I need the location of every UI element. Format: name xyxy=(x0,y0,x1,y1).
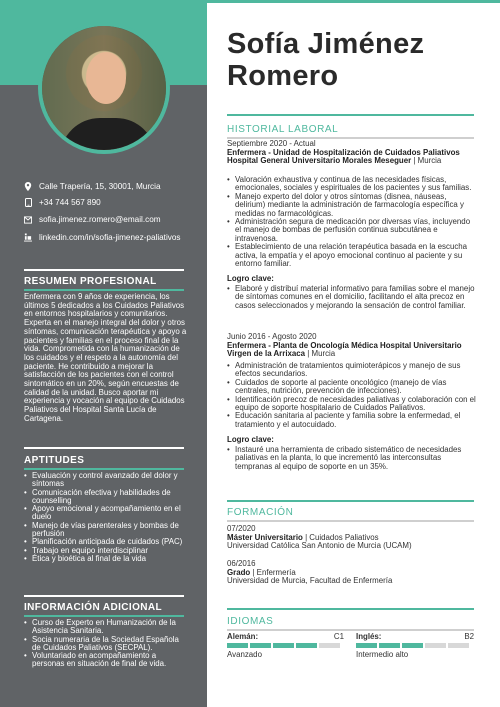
job-1-place: | Murcia xyxy=(411,156,442,166)
contact-email[interactable] xyxy=(24,215,161,224)
contact-address-text: Calle Trapería, 15, 30001, Murcia xyxy=(39,182,161,191)
education-divider-top xyxy=(227,500,474,502)
skill-item: • Manejo de vías parenterales y bombas de perfusión xyxy=(24,522,189,539)
linkedin-icon xyxy=(24,234,32,242)
name-line-1: Sofía Jiménez xyxy=(227,28,425,60)
language-level-segment xyxy=(448,643,469,648)
education-2-school: Universidad de Murcia, Facultad de Enfermería xyxy=(227,576,393,586)
contact-linkedin-text[interactable]: linkedin.com/in/sofia-jimenez-paliativos xyxy=(39,233,181,242)
language-german xyxy=(227,632,344,641)
additional-list xyxy=(24,619,189,669)
language-level-segment xyxy=(227,643,248,648)
language-german-label: Avanzado xyxy=(227,650,262,659)
job-1-duty: • Manejo experto del dolor y otros síntomas (disnea, náuseas, delirium) mediante la administración de farmacología específica y medidas no farmacológicas. xyxy=(227,193,477,218)
skills-divider xyxy=(24,468,184,470)
language-english xyxy=(356,632,474,641)
education-1-degree: Máster Universitario xyxy=(227,532,303,542)
summary-divider xyxy=(24,289,184,291)
job-1-duty: • Valoración exhaustiva y continua de las necesidades físicas, emocionales, sociales y espirituales de los pacientes y sus familias. xyxy=(227,176,477,193)
history-title: HISTORIAL LABORAL xyxy=(227,124,339,135)
additional-title: INFORMACIÓN ADICIONAL xyxy=(24,602,163,613)
job-2-key-label-text: Logro clave: xyxy=(227,435,274,444)
language-english-name: Inglés: xyxy=(356,632,382,641)
skills-title: APTITUDES xyxy=(24,455,85,466)
education-2-date: 06/2016 xyxy=(227,559,256,568)
job-2-role: Enfermera - Planta de Oncología Médica Hospital Universitario Virgen de la Arrixaca xyxy=(227,340,462,359)
additional-item: • Curso de Experto en Humanización de la Asistencia Sanitaria. xyxy=(24,619,189,636)
language-level-segment xyxy=(402,643,423,648)
language-level-segment xyxy=(356,643,377,648)
education-title: FORMACIÓN xyxy=(227,507,294,518)
job-1-key-item: • Elaboré y distribuí material informativo para familias sobre el manejo de síntomas comunes en el domicilio, facilitando el alta precoz en casos seleccionados y mejorando la sensación de control familiar. xyxy=(227,285,477,310)
job-2-dates: Junio 2016 - Agosto 2020 xyxy=(227,332,317,341)
job-2-key-label xyxy=(227,436,477,445)
skill-item: • Comunicación efectiva y habilidades de counselling xyxy=(24,489,189,506)
language-english-label: Intermedio alto xyxy=(356,650,409,659)
skill-item: • Trabajo en equipo interdisciplinar xyxy=(24,547,189,555)
job-1-duties xyxy=(227,176,477,268)
skill-item: • Evaluación y control avanzado del dolor y síntomas xyxy=(24,472,189,489)
language-level-segment xyxy=(250,643,271,648)
education-item-2 xyxy=(227,560,477,586)
job-2-place: | Murcia xyxy=(305,349,336,359)
location-pin-icon xyxy=(24,183,32,191)
additional-divider-top xyxy=(24,595,184,597)
language-english-bar xyxy=(356,643,469,648)
education-item-1 xyxy=(227,525,477,551)
job-2-header xyxy=(227,333,477,359)
language-german-bar xyxy=(227,643,340,648)
contact-phone-text: +34 744 567 890 xyxy=(39,198,101,207)
contact-email-text[interactable]: sofia.jimenez.romero@email.com xyxy=(39,215,161,224)
language-german-name: Alemán: xyxy=(227,632,259,641)
job-1-header xyxy=(227,140,477,166)
summary-divider-top xyxy=(24,269,184,271)
job-1-role: Enfermera - Unidad de Hospitalización de Cuidados Paliativos Hospital General Universitario Morales Meseguer xyxy=(227,147,460,166)
name-line-2: Romero xyxy=(227,60,339,92)
contact-linkedin[interactable] xyxy=(24,233,181,242)
job-1-key-label xyxy=(227,275,477,284)
language-level-segment xyxy=(273,643,294,648)
job-1-key-label-text: Logro clave: xyxy=(227,274,274,283)
language-level-segment xyxy=(379,643,400,648)
skills-list xyxy=(24,472,189,563)
skill-item: • Planificación anticipada de cuidados (PAC) xyxy=(24,538,189,546)
job-2-duty: • Administración de tratamientos quimioterápicos y manejo de sus efectos secundarios. xyxy=(227,362,477,379)
additional-item: • Voluntariado en acompañamiento a personas en situación de final de vida. xyxy=(24,652,189,669)
education-divider xyxy=(227,520,474,522)
languages-divider xyxy=(227,629,474,631)
language-level-segment xyxy=(319,643,340,648)
job-2-duty: • Identificación precoz de necesidades paliativas y colaboración con el equipo de soporte hospitalario de Cuidados Paliativos. xyxy=(227,396,477,413)
skill-item: • Apoyo emocional y acompañamiento en el duelo xyxy=(24,505,189,522)
skill-item: • Ética y bioética al final de la vida xyxy=(24,555,189,563)
languages-divider-top xyxy=(227,608,474,610)
job-1-duty: • Administración segura de medicación por diversas vías, incluyendo el manejo de bombas de perfusión continua subcutánea e intravenosa. xyxy=(227,218,477,243)
additional-item: • Socia numeraria de la Sociedad Española de Cuidados Paliativos (SECPAL). xyxy=(24,636,189,653)
skills-divider-top xyxy=(24,447,184,449)
education-1-date: 07/2020 xyxy=(227,524,256,533)
email-icon xyxy=(24,216,32,224)
job-2-key-item: • Instauré una herramienta de cribado sistemático de necesidades paliativas en la planta, lo que incrementó las interconsultas tempranas al equipo de soporte en un 35%. xyxy=(227,446,477,471)
candidate-name xyxy=(227,28,424,92)
top-accent-line xyxy=(207,0,500,3)
language-german-level: C1 xyxy=(333,632,344,641)
language-level-segment xyxy=(296,643,317,648)
job-1-dates: Septiembre 2020 - Actual xyxy=(227,139,316,148)
contact-address xyxy=(24,182,161,191)
education-2-degree: Grado xyxy=(227,567,251,577)
job-2-key xyxy=(227,446,477,471)
phone-icon xyxy=(24,199,32,207)
job-2-duties xyxy=(227,362,477,429)
languages-title: IDIOMAS xyxy=(227,616,274,627)
profile-photo xyxy=(38,22,170,154)
summary-title: RESUMEN PROFESIONAL xyxy=(24,276,157,287)
job-1-key xyxy=(227,285,477,310)
language-english-level: B2 xyxy=(464,632,474,641)
education-1-field: | Cuidados Paliativos xyxy=(302,532,379,542)
language-level-segment xyxy=(425,643,446,648)
education-1-school: Universidad Católica San Antonio de Murcia (UCAM) xyxy=(227,541,412,551)
summary-text: Enfermera con 9 años de experiencia, los últimos 5 dedicados a los Cuidados Paliativos en entornos hospitalarios y comunitarios. Experta en el manejo integral del dolor y otros síntomas, comunicación terapéutica y apoyo a pacientes y familias en el proceso final de la vida. Comprometida con la humanización de los cuidados y el respeto a la autonomía del paciente. He contribuido a mejorar la satisfacción de los pacientes con el control sintomático en un 20%, según encuestas de calidad de la unidad. Busco aportar mi experiencia y vocación al equipo de Cuidados Paliativos del Hospital Santa Lucía de Cartagena. xyxy=(24,292,187,423)
additional-divider xyxy=(24,615,184,617)
job-2-duty: • Cuidados de soporte al paciente oncológico (manejo de vías centrales, nutrición, prevención de infecciones). xyxy=(227,379,477,396)
history-divider-top xyxy=(227,114,474,116)
contact-phone xyxy=(24,198,101,207)
job-1-duty: • Establecimiento de una relación terapéutica basada en la escucha activa, la empatía y el apoyo emocional continuo al paciente y su entorno familiar. xyxy=(227,243,477,268)
education-2-field: | Enfermería xyxy=(250,567,296,577)
job-2-duty: • Educación sanitaria al paciente y familia sobre la enfermedad, el tratamiento y el autocuidado. xyxy=(227,412,477,429)
